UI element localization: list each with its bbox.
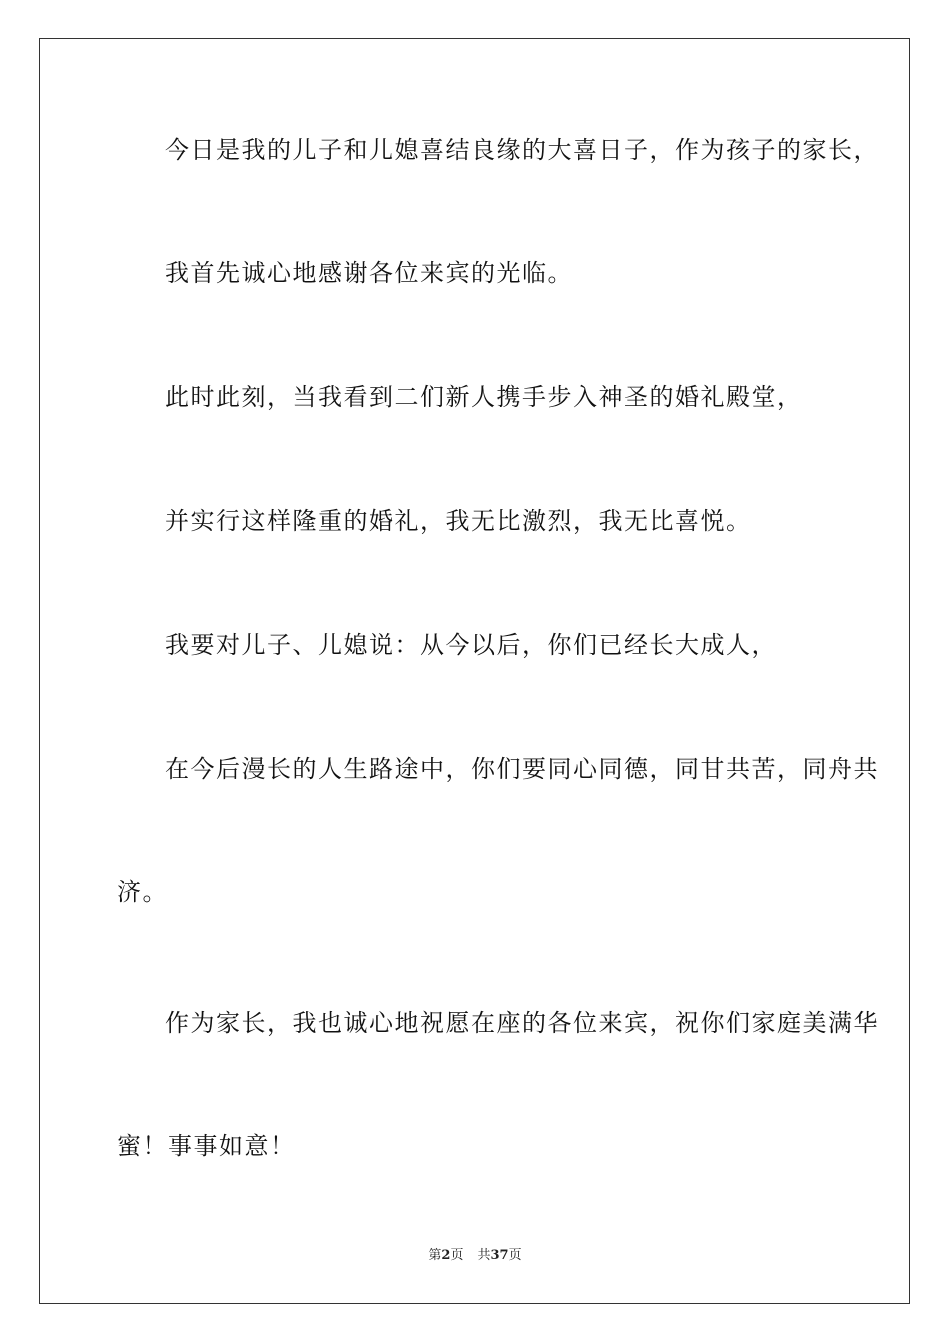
total-prefix: 共 [477,1248,491,1263]
paragraph-line-4: 并实行这样隆重的婚礼，我无比激烈，我无比喜悦。 [165,507,752,535]
paragraph-line-2: 我首先诚心地感谢各位来宾的光临。 [165,259,573,287]
total-suffix: 页 [508,1248,522,1263]
paragraph-line-8: 作为家长，我也诚心地祝愿在座的各位来宾，祝你们家庭美满华 [165,1009,879,1037]
page-suffix: 页 [450,1248,464,1263]
page-border [39,38,910,1304]
paragraph-line-7: 济。 [117,878,168,906]
paragraph-line-6: 在今后漫长的人生路途中，你们要同心同德，同甘共苦，同舟共 [165,755,879,783]
paragraph-line-3: 此时此刻，当我看到二们新人携手步入神圣的婚礼殿堂， [165,383,803,411]
paragraph-line-5: 我要对儿子、儿媳说：从今以后，你们已经长大成人， [165,631,777,659]
paragraph-line-9: 蜜！事事如意！ [117,1132,296,1160]
page-number: 2 [441,1248,451,1263]
paragraph-line-1: 今日是我的儿子和儿媳喜结良缘的大喜日子，作为孩子的家长， [165,136,879,164]
page-prefix: 第 [428,1248,442,1263]
total-pages: 37 [490,1248,509,1263]
page-footer [0,1247,950,1265]
